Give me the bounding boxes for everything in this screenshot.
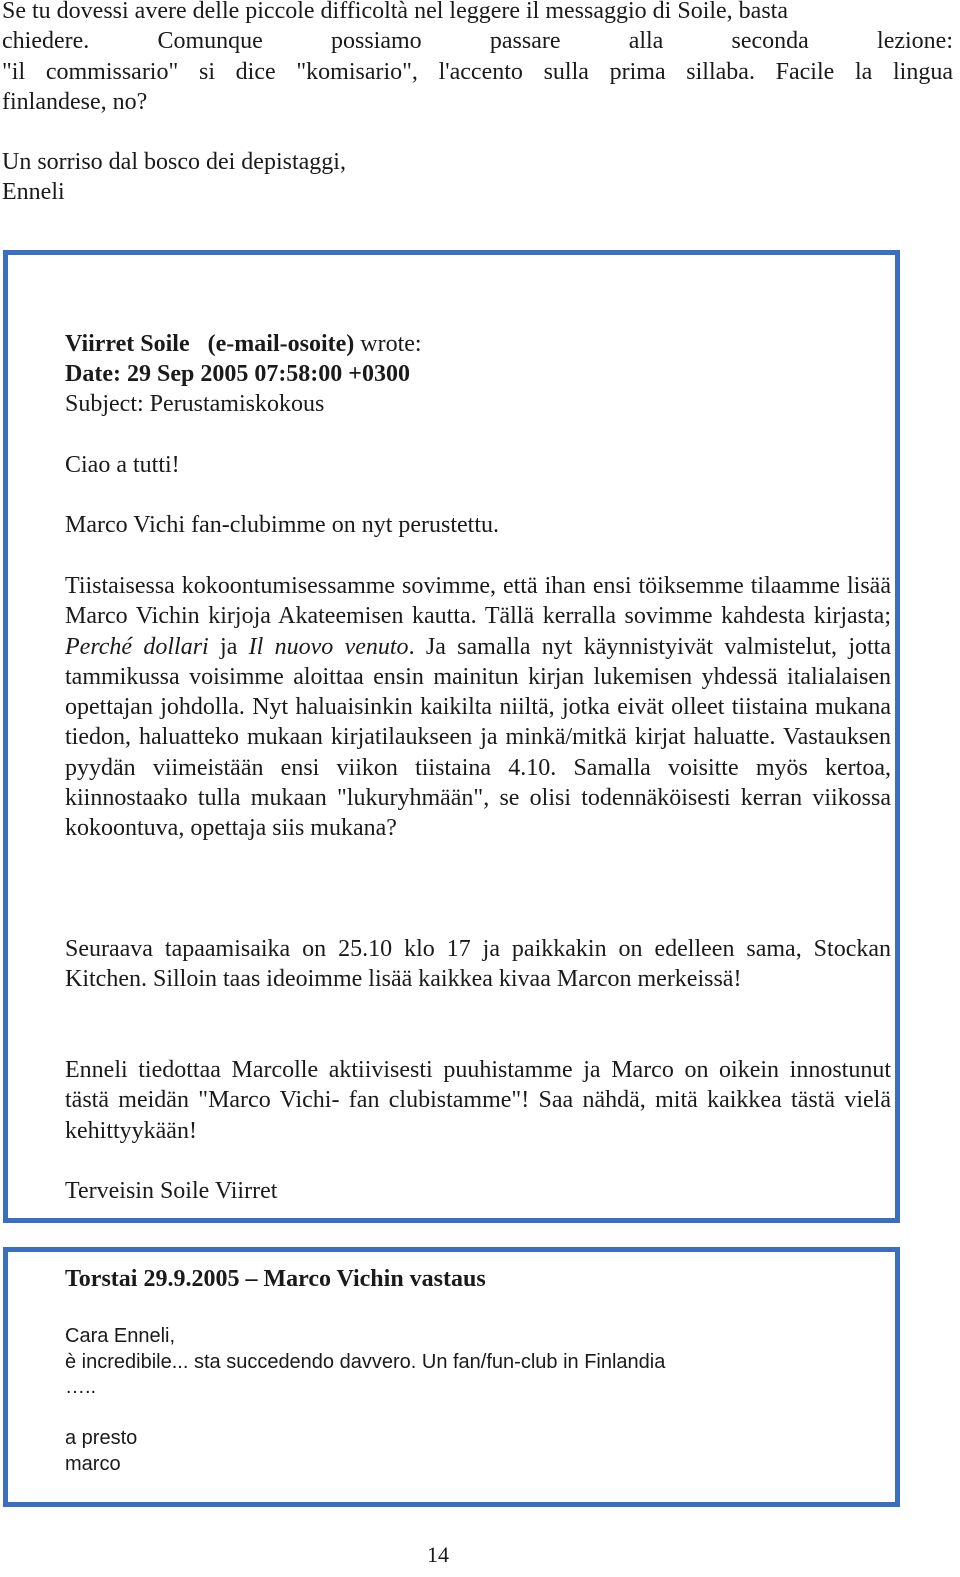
reply-line (65, 1401, 825, 1427)
book-title: Perché dollari (65, 633, 209, 660)
signoff-line: Un sorriso dal bosco dei depistaggi, (2, 149, 346, 175)
signoff-name: Enneli (2, 179, 65, 206)
intro-line: chiedere. Comunque possiamo passare alla seconda lezione: (2, 28, 953, 55)
email-greeting: Ciao a tutti! (65, 452, 180, 478)
email-paragraph: Enneli tiedottaa Marcolle aktiivisesti puuhistamme ja Marco on oikein innostunut tästä meidän "Marco Vichi- fan clubistamme"! Saa nähdä, mitä kaikkea tästä vielä kehittyykään! (65, 1057, 891, 1144)
paragraph-text: . Ja samalla nyt käynnistyivät valmistelut, jotta tammikussa voisimme aloittaa ensin mainitun kirjan lukemisen yhdessä italialaisen opettajan johdolla. Nyt haluaisinkin kaikilta niiltä, jotka eivät olleet tiistaina mukana tiedon, haluatteko mukaan kirjatilaukseen ja minkä/mitkä kirjat haluatte. Vastauksen pyydän viimeistään ensi viikon tiistaina 4.10. Samalla voisitte myös kertoa, kiinnostaako tulla mukaan "lukuryhmään", se olisi todennäköisesti kerran viikossa kokoontuva, opettaja siis mukana? (65, 633, 891, 842)
reply-line: è incredibile... sta succedendo davvero. Un fan/fun-club in Finlandia (65, 1350, 666, 1373)
email-from (65, 329, 891, 359)
intro-line: Se tu dovessi avere delle piccole difficoltà nel leggere il messaggio di Soile, basta (2, 0, 788, 24)
sender-email: (e-mail-osoite) (207, 331, 355, 357)
email-paragraph: Seuraava tapaamisaika on 25.10 klo 17 ja paikkakin on edelleen sama, Stockan Kitchen. Silloin taas ideoimme lisää kaikkea kivaa Marcon merkeissä! (65, 936, 891, 993)
email-line: Marco Vichi fan-clubimme on nyt perustettu. (65, 512, 500, 538)
wrote-label: wrote: (360, 331, 422, 357)
signoff (2, 147, 902, 208)
paragraph-text: ja (208, 633, 249, 660)
reply-box (3, 1247, 900, 1507)
reply-heading: Torstai 29.9.2005 – Marco Vichin vastaus (65, 1266, 486, 1292)
reply-line: a presto (65, 1427, 138, 1450)
email-date: Date: 29 Sep 2005 07:58:00 +0300 (65, 361, 410, 387)
page-number: 14 (427, 1542, 449, 1567)
paragraph-text: Tiistaisessa kokoontumisessamme sovimme, että ihan ensi töiksemme tilaamme lisää Marco Vichin kirjoja Akateemisen kautta. Tällä kerralla sovimme kahdesta kirjasta; (65, 573, 891, 630)
quoted-email-box (3, 250, 900, 1223)
email-subject: Subject: Perustamiskokous (65, 391, 325, 417)
sender-name: Viirret Soile (65, 331, 190, 357)
intro-paragraph (2, 0, 953, 117)
reply-line: marco (65, 1452, 121, 1475)
reply-line: Cara Enneli, (65, 1325, 176, 1347)
reply-line: ….. (65, 1376, 97, 1399)
reply-body (65, 1324, 825, 1478)
intro-line: "il commissario" si dice "komisario", l'accento sulla prima sillaba. Facile la lingua (2, 58, 953, 85)
email-paragraph (65, 571, 891, 844)
book-title: Il nuovo venuto (248, 633, 409, 660)
email-signature: Terveisin Soile Viirret (65, 1178, 278, 1204)
intro-line: finlandese, no? (2, 88, 148, 115)
